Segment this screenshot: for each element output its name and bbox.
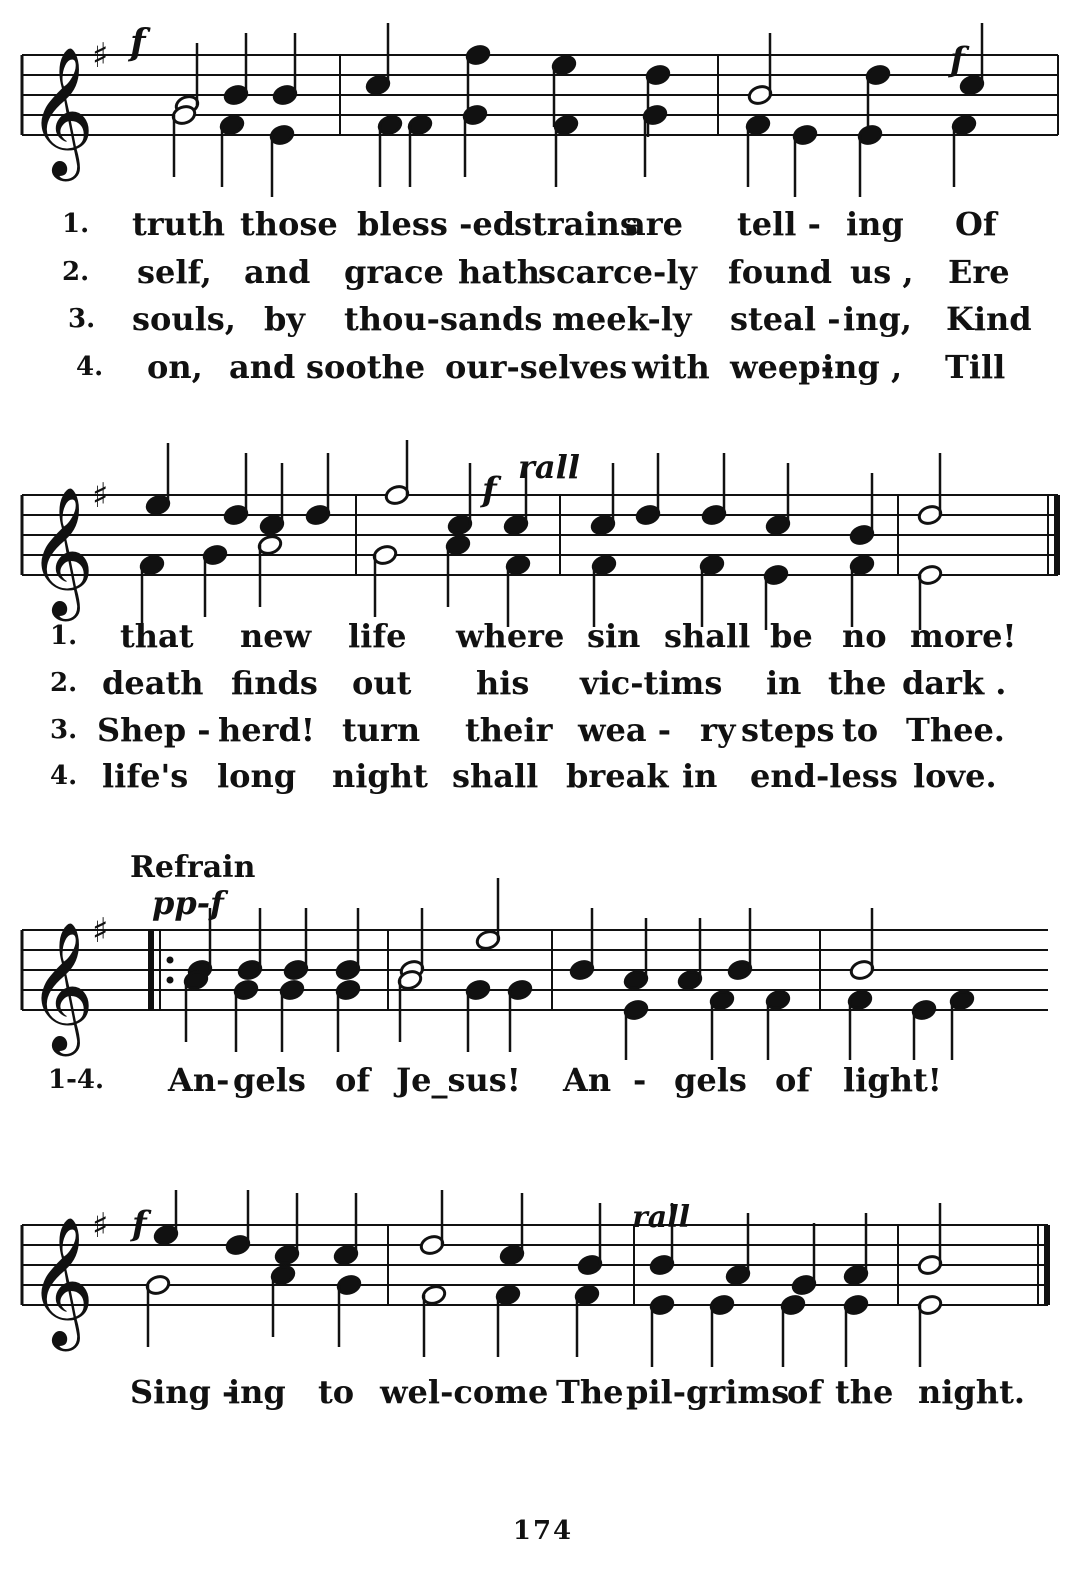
lyric-syllable: - <box>633 1061 647 1099</box>
dynamic-pp-f: pp-f <box>152 884 224 922</box>
lyric-syllable: of <box>775 1061 811 1099</box>
dynamic-forte: f <box>130 22 146 64</box>
final-barline <box>1044 1225 1050 1305</box>
treble-clef-icon: 𝄞 <box>28 486 95 616</box>
lyric-syllable: An <box>563 1061 612 1099</box>
system-4 <box>0 1190 1086 1440</box>
final-barline <box>1054 495 1060 575</box>
lyric-syllable: life <box>348 617 407 655</box>
lyric-syllable: ing , <box>822 348 903 386</box>
verse-number: 2. <box>62 257 90 287</box>
lyric-syllable: The <box>556 1373 624 1411</box>
treble-clef-icon: 𝄞 <box>28 1216 95 1346</box>
lyric-syllable: more! <box>910 617 1017 655</box>
lyric-line-verse-1 <box>0 614 1086 658</box>
lyric-syllable: on, <box>147 348 203 386</box>
lyric-syllable: wel-come <box>380 1373 549 1411</box>
lyric-syllable: gels <box>674 1061 747 1099</box>
lyric-syllable: where <box>456 617 565 655</box>
sharp-icon: ♯ <box>92 1206 109 1246</box>
lyric-syllable: ing <box>846 205 904 243</box>
verse-number: 1-4. <box>48 1065 105 1095</box>
lyric-line-refrain <box>0 1058 1086 1102</box>
lyric-syllable: Of <box>955 205 997 243</box>
lyric-syllable: sin <box>587 617 641 655</box>
tempo-rall: rall <box>632 1200 691 1235</box>
lyric-syllable: found <box>728 253 833 291</box>
lyric-syllable: weep- <box>730 348 834 386</box>
lyric-line-verse-2 <box>0 661 1086 705</box>
verse-number: 2. <box>50 668 78 698</box>
lyric-syllable: self, <box>137 253 212 291</box>
lyric-syllable: steal - <box>730 300 841 338</box>
sharp-icon: ♯ <box>92 36 109 76</box>
lyric-syllable: Kind <box>946 300 1032 338</box>
dynamic-forte: f <box>950 40 965 80</box>
treble-clef-icon: 𝄞 <box>28 921 95 1051</box>
lyric-syllable: long <box>217 757 297 795</box>
system-1 <box>0 0 1086 400</box>
lyric-syllable: shall <box>664 617 751 655</box>
lyric-syllable: are <box>625 205 683 243</box>
lyric-line-verse-1 <box>0 202 1086 246</box>
dynamic-forte: f <box>482 470 497 510</box>
verse-number: 3. <box>50 715 78 745</box>
dynamic-forte: f <box>132 1204 147 1244</box>
lyric-syllable: the <box>835 1373 894 1411</box>
lyric-syllable: night <box>332 757 428 795</box>
lyric-syllable: new <box>240 617 312 655</box>
lyric-syllable: be <box>770 617 813 655</box>
lyric-syllable: hath <box>458 253 541 291</box>
lyric-syllable: break <box>566 757 669 795</box>
lyric-syllable: finds <box>231 664 318 702</box>
lyric-syllable: the <box>828 664 887 702</box>
lyric-syllable: out <box>352 664 412 702</box>
lyric-syllable: tell - <box>737 205 821 243</box>
sharp-icon: ♯ <box>92 476 109 516</box>
lyric-syllable: vic-tims <box>580 664 723 702</box>
lyric-syllable: truth <box>132 205 225 243</box>
lyric-syllable: gels <box>233 1061 306 1099</box>
lyric-syllable: An- <box>168 1061 230 1099</box>
lyric-syllable: strains <box>514 205 638 243</box>
verse-number: 4. <box>76 352 104 382</box>
lyric-syllable: ing, <box>843 300 912 338</box>
tempo-rall: rall <box>518 448 580 486</box>
repeat-dot <box>167 977 174 984</box>
lyric-syllable: light! <box>843 1061 942 1099</box>
lyric-syllable: us , <box>850 253 914 291</box>
treble-clef-icon: 𝄞 <box>28 46 95 176</box>
repeat-dot <box>167 957 174 964</box>
lyric-syllable: his <box>476 664 530 702</box>
lyric-syllable: turn <box>342 711 421 749</box>
lyric-line-refrain-end <box>0 1370 1086 1414</box>
lyric-syllable: scarce-ly <box>538 253 697 291</box>
lyric-syllable: Sing - <box>130 1373 236 1411</box>
lyric-syllable: shall <box>452 757 539 795</box>
lyric-syllable: and <box>229 348 296 386</box>
lyric-syllable: pil-grims <box>626 1373 790 1411</box>
system-2 <box>0 440 1086 810</box>
lyric-syllable: love. <box>913 757 997 795</box>
lyric-syllable: death <box>102 664 204 702</box>
refrain-label: Refrain <box>130 850 256 885</box>
lyric-syllable: night. <box>918 1373 1025 1411</box>
lyric-syllable: that <box>120 617 194 655</box>
staff-4 <box>0 1190 1086 1370</box>
lyric-syllable: and <box>244 253 311 291</box>
lyric-syllable: steps <box>741 711 835 749</box>
lyric-syllable: by <box>264 300 305 338</box>
lyric-syllable: of <box>335 1061 371 1099</box>
lyric-syllable: souls, <box>132 300 236 338</box>
lyric-syllable: to <box>842 711 879 749</box>
lyric-syllable: those <box>240 205 338 243</box>
lyric-syllable: with <box>632 348 710 386</box>
system-3-refrain <box>0 840 1086 1120</box>
staff-1 <box>0 0 1086 200</box>
lyric-syllable: bless -ed <box>357 205 516 243</box>
lyric-syllable: Shep - <box>97 711 211 749</box>
lyric-syllable: grace <box>344 253 444 291</box>
lyric-line-verse-4 <box>0 754 1086 798</box>
lyric-line-verse-3 <box>0 297 1086 341</box>
lyric-syllable: Till <box>945 348 1006 386</box>
sharp-icon: ♯ <box>92 911 109 951</box>
lyric-syllable: Thee. <box>906 711 1005 749</box>
lyric-syllable: wea - <box>578 711 672 749</box>
lyric-syllable: in <box>766 664 802 702</box>
verse-number: 4. <box>50 761 78 791</box>
repeat-barline <box>148 930 154 1010</box>
lyric-line-verse-2 <box>0 250 1086 294</box>
lyric-syllable: dark . <box>902 664 1007 702</box>
lyric-syllable: herd! <box>218 711 315 749</box>
verse-number: 3. <box>68 304 96 334</box>
lyric-line-verse-3 <box>0 708 1086 752</box>
lyric-syllable: ing <box>228 1373 286 1411</box>
lyric-line-verse-4 <box>0 345 1086 389</box>
lyric-syllable: ry <box>700 711 736 749</box>
staff-3 <box>0 840 1086 1060</box>
lyric-syllable: our-selves <box>445 348 628 386</box>
lyric-syllable: soothe <box>306 348 426 386</box>
lyric-syllable: to <box>318 1373 355 1411</box>
verse-number: 1. <box>62 209 90 239</box>
lyric-syllable: meek-ly <box>552 300 692 338</box>
lyric-syllable: thou-sands <box>344 300 543 338</box>
lyric-syllable: their <box>465 711 553 749</box>
lyric-syllable: life's <box>102 757 189 795</box>
lyric-syllable: end-less <box>750 757 898 795</box>
lyric-syllable: in <box>682 757 718 795</box>
lyric-syllable: of <box>787 1373 823 1411</box>
lyric-syllable: Je_sus! <box>396 1061 521 1099</box>
verse-number: 1. <box>50 621 78 651</box>
lyric-syllable: no <box>842 617 887 655</box>
lyric-syllable: Ere <box>948 253 1010 291</box>
page-number: 174 <box>512 1516 574 1546</box>
